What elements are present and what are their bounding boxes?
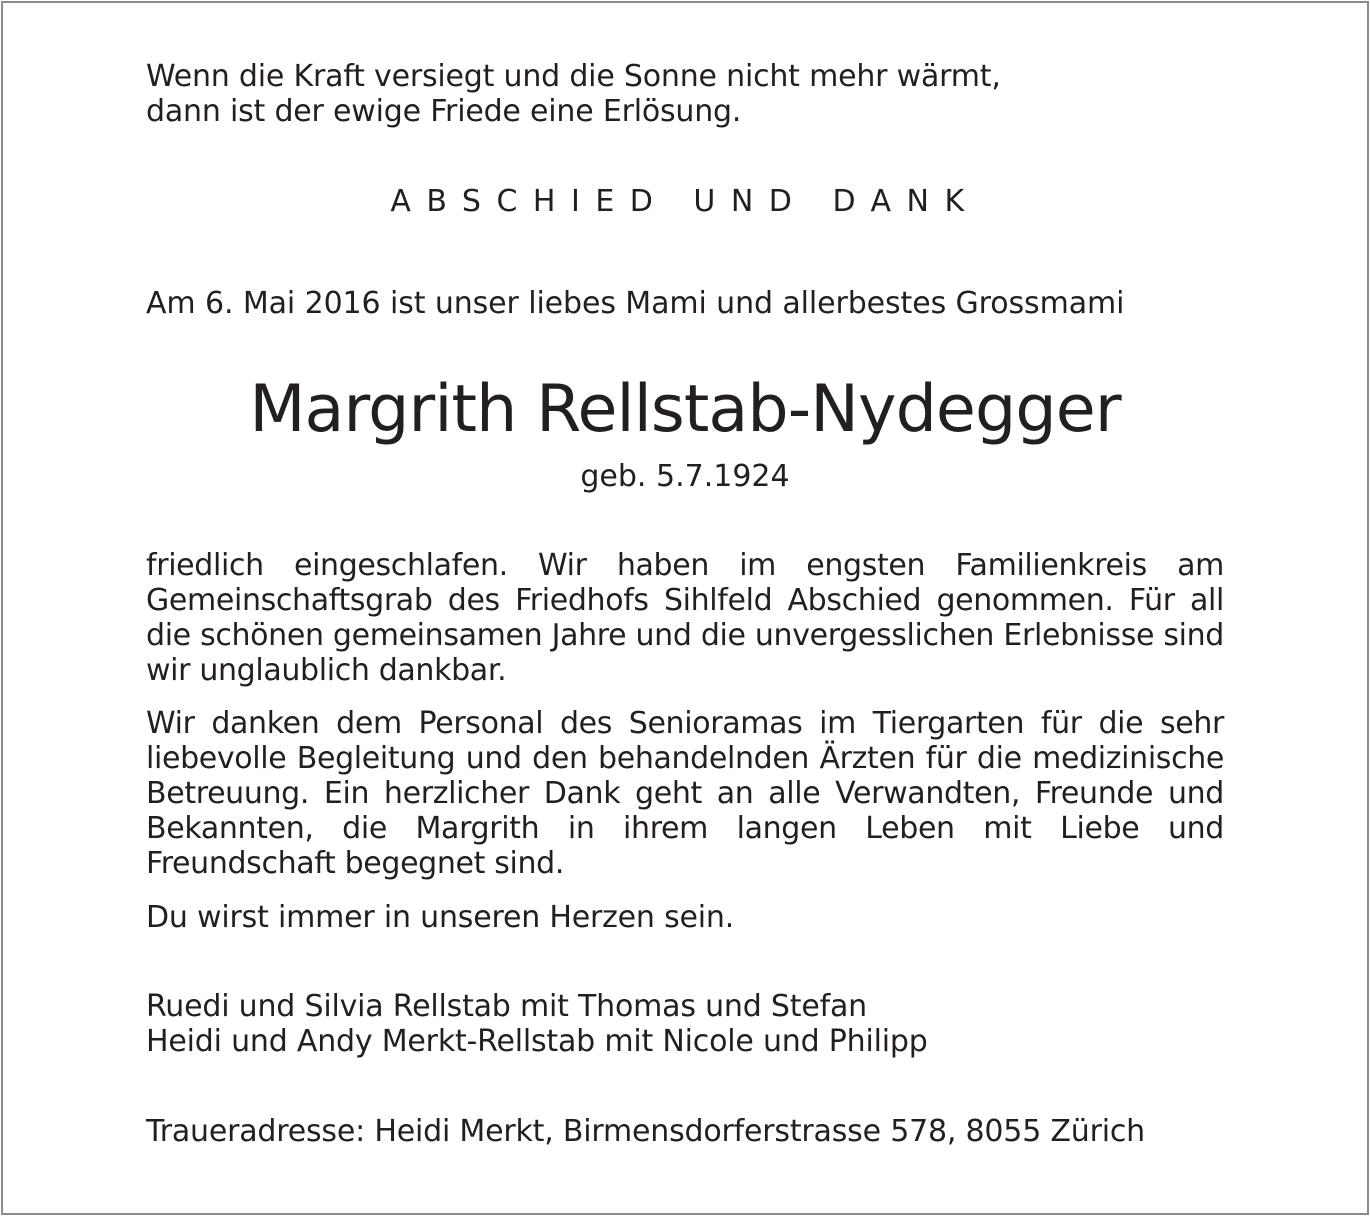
intro-text: Am 6. Mai 2016 ist unser liebes Mami und allerbestes Grossmami — [146, 286, 1125, 321]
notice-heading: ABSCHIED UND DANK — [390, 184, 980, 219]
paragraph-closing: Du wirst immer in unseren Herzen sein. — [146, 900, 735, 935]
mourning-address: Traueradresse: Heidi Merkt, Birmensdorferstrasse 578, 8055 Zürich — [146, 1114, 1145, 1149]
deceased-name: Margrith Rellstab-Nydegger — [249, 372, 1121, 447]
family-signatures — [146, 989, 1224, 1059]
motto-line-1: Wenn die Kraft versiegt und die Sonne nicht mehr wärmt, — [146, 59, 1001, 94]
motto-quote — [146, 59, 1224, 129]
paragraph-thanks: Wir danken dem Personal des Senioramas im Tiergarten für die sehr liebevolle Begleitung und den behandelnden Ärzten für die medizinische Betreuung. Ein herzlicher Dank geht an alle Verwandten, Freunde und Bekannten, die Margrith in ihrem langen Leben mit Liebe und Freundschaft begegnet sind. — [146, 706, 1224, 881]
birth-date: geb. 5.7.1924 — [580, 459, 790, 494]
family-line-1: Ruedi und Silvia Rellstab mit Thomas und Stefan — [146, 989, 867, 1024]
motto-line-2: dann ist der ewige Friede eine Erlösung. — [146, 94, 742, 129]
paragraph-farewell: friedlich eingeschlafen. Wir haben im engsten Familienkreis am Gemeinschaftsgrab des Friedhofs Sihlfeld Abschied genommen. Für all die schönen gemeinsamen Jahre und die unvergesslichen Erlebnisse sind wir unglaublich dankbar. — [146, 548, 1224, 688]
family-line-2: Heidi und Andy Merkt-Rellstab mit Nicole und Philipp — [146, 1024, 928, 1059]
